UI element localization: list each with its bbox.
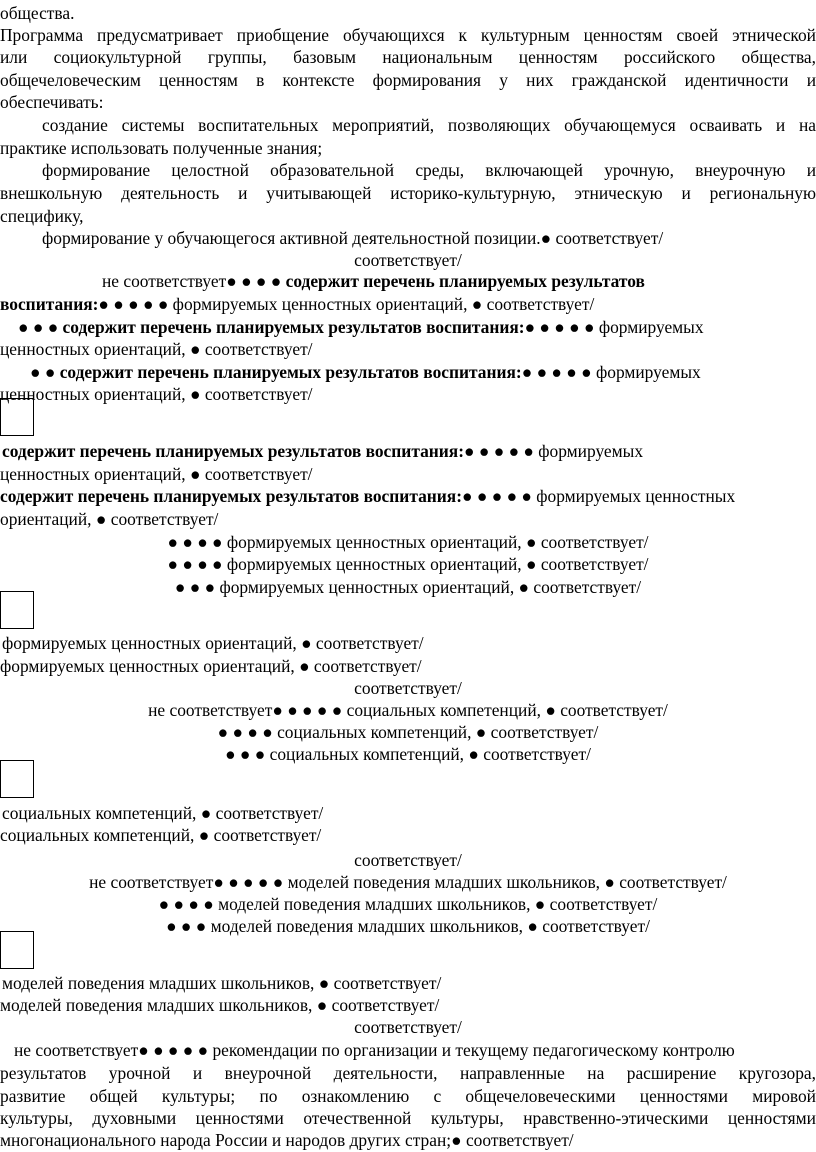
text-line: ● ● ● ● формируемых ценностных ориентаций, ● соответствует/ xyxy=(167,532,649,552)
text-line: специфику, xyxy=(0,206,84,226)
text-line: создание системы воспитательных мероприятий, позволяющих обучающемуся осваивать и на xyxy=(42,115,816,135)
text-line: результатов урочной и внеурочной деятельности, направленные на расширение кругозора, xyxy=(0,1063,816,1083)
empty-box xyxy=(0,760,34,798)
text-line: ● ● содержит перечень планируемых результатов воспитания:● ● ● ● ● формируемых xyxy=(30,362,701,382)
text-line: культуры, духовными ценностями отечественной культуры, нравственно-этическими ценностями xyxy=(0,1108,816,1128)
text-line: не соответствует● ● ● ● ● социальных компетенций, ● соответствует/ xyxy=(148,700,668,720)
text-line: многонационального народа России и народов других стран;● соответствует/ xyxy=(0,1130,574,1150)
text-line: соответствует/ xyxy=(354,678,462,698)
text-line: соответствует/ xyxy=(354,850,462,870)
text-line: внешкольную деятельность и учитывающей историко-культурную, этническую и региональную xyxy=(0,183,816,203)
text-line: моделей поведения младших школьников, ● соответствует/ xyxy=(2,973,442,993)
text-line: ● ● ● ● моделей поведения младших школьников, ● соответствует/ xyxy=(158,894,658,914)
text-line: ● ● ● содержит перечень планируемых результатов воспитания:● ● ● ● ● формируемых xyxy=(18,317,704,337)
text-line: ● ● ● ● формируемых ценностных ориентаций, ● соответствует/ xyxy=(167,554,649,574)
empty-box xyxy=(0,398,34,436)
text-line: ценностных ориентаций, ● соответствует/ xyxy=(0,384,313,404)
text-line: ценностных ориентаций, ● соответствует/ xyxy=(0,339,313,359)
empty-box xyxy=(0,591,34,629)
text-line: Программа предусматривает приобщение обучающихся к культурным ценностям своей этнической xyxy=(0,25,816,45)
text-line: содержит перечень планируемых результатов воспитания:● ● ● ● ● формируемых xyxy=(2,441,644,461)
text-line: ● ● ● ● социальных компетенций, ● соответствует/ xyxy=(217,722,599,742)
text-line: формируемых ценностных ориентаций, ● соответствует/ xyxy=(0,656,422,676)
text-line: ценностных ориентаций, ● соответствует/ xyxy=(0,464,313,484)
text-line: не соответствует● ● ● ● ● рекомендации по организации и текущему педагогическому контролю xyxy=(14,1040,735,1060)
text-line: ориентаций, ● соответствует/ xyxy=(0,509,219,529)
text-line: ● ● ● социальных компетенций, ● соответствует/ xyxy=(225,744,591,764)
text-line: моделей поведения младших школьников, ● соответствует/ xyxy=(0,995,440,1015)
text-line: содержит перечень планируемых результатов воспитания:● ● ● ● ● формируемых ценностных xyxy=(0,486,736,506)
text-line: социальных компетенций, ● соответствует/ xyxy=(0,825,322,845)
text-line: общества. xyxy=(0,3,75,23)
text-line: развитие общей культуры; по ознакомлению с общечеловеческими ценностями мировой xyxy=(0,1086,816,1106)
text-line: или социокультурной группы, базовым национальным ценностям российского общества, xyxy=(0,47,816,67)
text-line: практике использовать полученные знания; xyxy=(0,138,323,158)
text-line: социальных компетенций, ● соответствует/ xyxy=(2,803,324,823)
text-line: соответствует/ xyxy=(354,1017,462,1037)
text-line: воспитания:● ● ● ● ● формируемых ценностных ориентаций, ● соответствует/ xyxy=(0,294,595,314)
text-line: соответствует/ xyxy=(354,250,462,270)
empty-box xyxy=(0,931,34,969)
text-line: формирование целостной образовательной среды, включающей урочную, внеурочную и xyxy=(42,160,816,180)
text-line: формирование у обучающегося активной деятельностной позиции.● соответствует/ xyxy=(42,228,664,248)
text-line: обеспечивать: xyxy=(0,92,104,112)
text-line: ● ● ● моделей поведения младших школьников, ● соответствует/ xyxy=(166,916,650,936)
text-line: ● ● ● формируемых ценностных ориентаций, ● соответствует/ xyxy=(174,577,642,597)
text-line: не соответствует● ● ● ● ● моделей поведения младших школьников, ● соответствует/ xyxy=(89,872,727,892)
text-line: формируемых ценностных ориентаций, ● соответствует/ xyxy=(2,633,424,653)
text-line: не соответствует● ● ● ● содержит перечень планируемых результатов xyxy=(102,271,645,291)
text-line: общечеловеческим ценностям в контексте формирования у них гражданской идентичности и xyxy=(0,70,816,90)
